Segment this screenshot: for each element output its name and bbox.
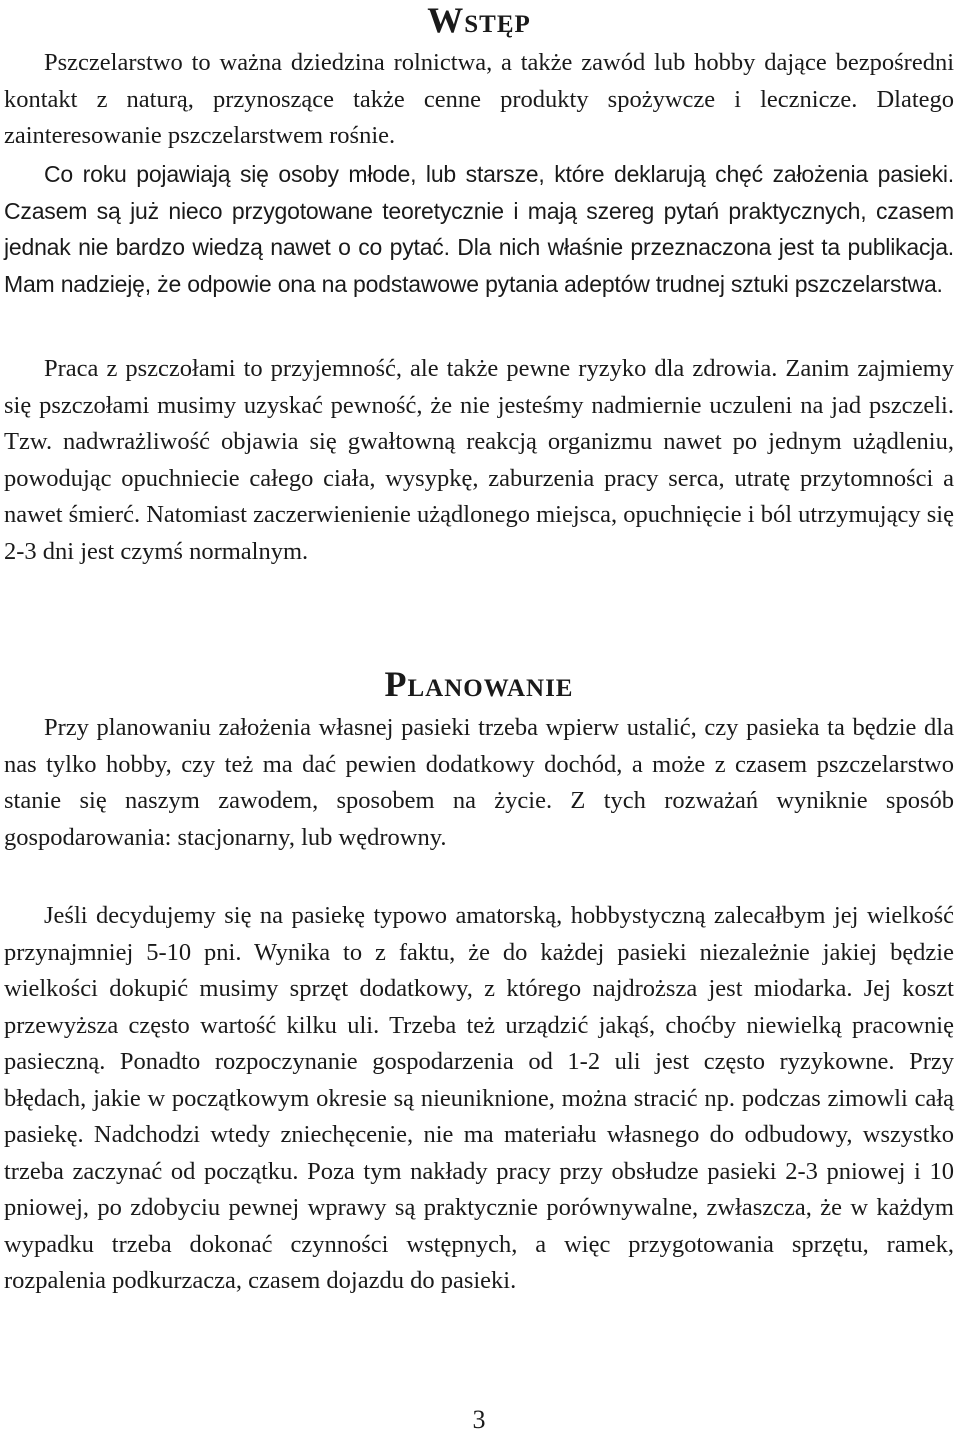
page-number: 3 [472,1405,486,1434]
section-heading-intro: Wstęp [427,0,531,40]
planning-paragraph-2: Jeśli decydujemy się na pasiekę typowo amatorską, hobbystyczną zalecałbym jej wielkość przynajmniej 5-10 pni. Wynika to z faktu, że do każdej pasieki niezależnie jakiej będzie wielkości dokupić musimy sprzęt dodatkowy, z którego najdroższa jest miodarka. Jej koszt przewyższa często wartość kilku uli. Trzeba też urządzić jakąś, choćby niewielką pracownię pasieczną. Ponadto rozpoczynanie gospodarzenia od 1-2 uli jest często ryzykowne. Przy błędach, jakie w początkowym okresie są nieuniknione, można stracić np. podczas zimowli całą pasiekę. Nadchodzi wtedy zniechęcenie, nie ma materiału własnego do odbudowy, wszystko trzeba zaczynać od początku. Poza tym nakłady pracy przy obsłudze pasieki 2-3 pniowej i 10 pniowej, po zdobyciu pewnej wprawy są praktycznie porównywalne, zwłaszcza, że w każdym wypadku trzeba dokonać czynności wstępnych, a więc przygotowania sprzętu, ramek, rozpalenia podkurzacza, czasem dojazdu do pasieki. [4,902,954,1294]
section-heading-planning: Planowanie [384,664,574,704]
book-page [4,0,954,1440]
intro-paragraph-3: Praca z pszczołami to przyjemność, ale także pewne ryzyko dla zdrowia. Zanim zajmiemy się pszczołami musimy uzyskać pewność, że nie jesteśmy nadmiernie uczuleni na jad pszczeli. Tzw. nadwrażliwość objawia się gwałtowną reakcją organizmu nawet po jednym użądleniu, powodując opuchniecie całego ciała, wysypkę, zaburzenia pracy serca, utratę przytomności a nawet śmierć. Natomiast zaczerwienienie użądlonego miejsca, opuchnięcie i ból utrzymujący się 2-3 dni jest czymś normalnym. [4,355,954,565]
intro-paragraph-1: Pszczelarstwo to ważna dziedzina rolnictwa, a także zawód lub hobby dające bezpośredni kontakt z naturą, przynoszące także cenne produkty spożywcze i lecznicze. Dlatego zainteresowanie pszczelarstwem rośnie. [4,49,954,149]
intro-paragraph-2: Co roku pojawiają się osoby młode, lub starsze, które deklarują chęć założenia pasieki. Czasem są już nieco przygotowane teoretycznie i mają szereg pytań praktycznych, czasem jednak nie bardzo wiedzą nawet o co pytać. Dla nich właśnie przeznaczona jest ta publikacja. Mam nadzieję, że odpowie ona na podstawowe pytania adeptów trudnej sztuki pszczelarstwa. [4,161,954,297]
planning-paragraph-1: Przy planowaniu założenia własnej pasieki trzeba wpierw ustalić, czy pasieka ta będzie dla nas tylko hobby, czy też ma dać pewien dodatkowy dochód, a może z czasem pszczelarstwo stanie się naszym zawodem, sposobem na życie. Z tych rozważań wyniknie sposób gospodarowania: stacjonarny, lub wędrowny. [4,714,954,851]
